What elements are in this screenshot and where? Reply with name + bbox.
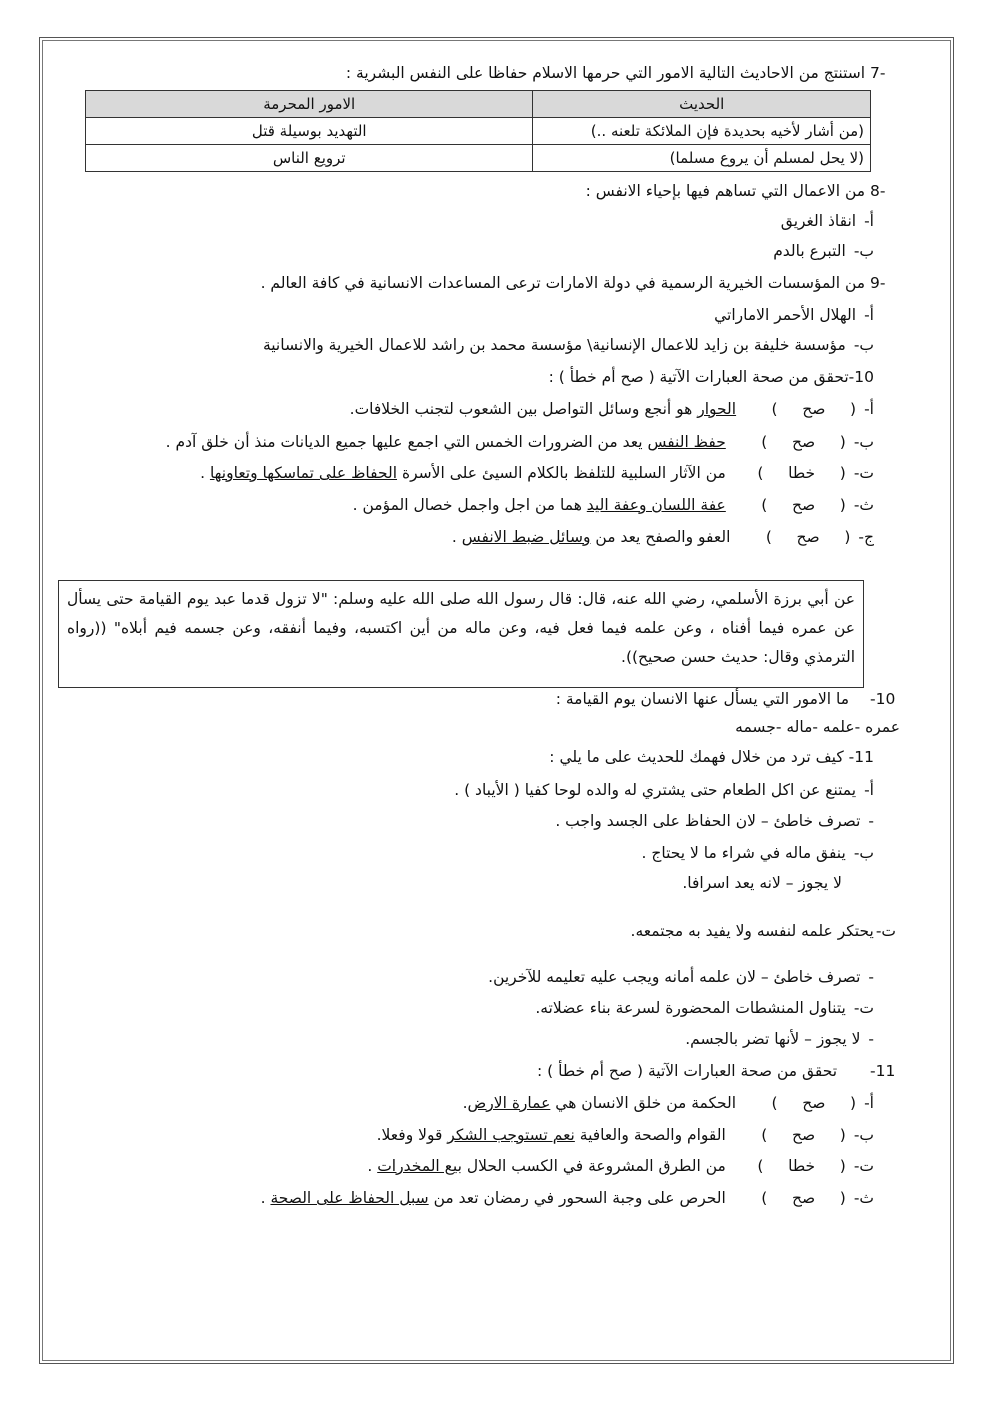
item-text: الهلال الأحمر الاماراتي <box>714 306 857 324</box>
table-row <box>86 118 871 145</box>
list-item <box>781 210 874 232</box>
table-header-hadith: الحديث <box>533 91 871 118</box>
q9-number: -9 <box>870 274 886 292</box>
item-label: أ- <box>864 306 874 324</box>
q11b-question <box>537 1060 900 1082</box>
answer: صح <box>791 433 816 451</box>
q7-table <box>85 90 871 172</box>
item-text: التبرع بالدم <box>773 242 846 260</box>
tf-item: ب-( صح )حفظ النفس يعد من الضرورات الخمس التي اجمع عليها جميع الديانات منذ أن خلق آدم . <box>165 433 874 451</box>
list-item: لا يجوز – لانه يعد اسرافا. <box>682 874 842 892</box>
underlined-term: سبل الحفاظ على الصحة <box>270 1189 429 1207</box>
answer: صح <box>791 1126 816 1144</box>
q11b-number: 11- <box>870 1062 896 1080</box>
answer: خطا <box>788 1157 816 1175</box>
q11a-text: كيف ترد من خلال فهمك للحديث على ما يلي : <box>549 748 844 766</box>
q8-text: من الاعمال التي تساهم فيها بإحياء الانفس : <box>585 182 866 200</box>
list-item <box>263 334 874 356</box>
list-item: ت-يتناول المنشطات المحضورة لسرعة بناء عضلاته. <box>535 999 874 1017</box>
tf-item: أ-( صح )الحكمة من خلق الانسان هي عمارة الارض. <box>462 1094 874 1112</box>
list-item: -تصرف خاطئ – لان الحفاظ على الجسد واجب . <box>555 812 874 830</box>
table-header-forbidden: الامور المحرمة <box>86 91 533 118</box>
table-cell-forbidden: التهديد بوسيلة قتل <box>86 118 533 145</box>
underlined-term: الحوار <box>697 400 737 418</box>
q7-number: -7 <box>870 64 886 82</box>
item-label: أ- <box>864 400 874 418</box>
item-label: ت- <box>853 464 874 482</box>
item-label: ب- <box>853 336 874 354</box>
q10b-question <box>556 688 900 710</box>
tf-item: ث-( صح )عفة اللسان وعفة اليد هما من اجل واجمل خصال المؤمن . <box>352 496 874 514</box>
q10b-number: 10- <box>870 690 896 708</box>
q8-question <box>586 180 900 202</box>
answer: صح <box>791 1189 816 1207</box>
q10a-question <box>549 366 874 388</box>
list-item: ت-يحتكر علمه لنفسه ولا يفيد به مجتمعه. <box>630 922 896 940</box>
q8-number: -8 <box>870 182 886 200</box>
table-cell-hadith: (لا يحل لمسلم أن يروع مسلما) <box>533 145 871 172</box>
item-text: انقاذ الغريق <box>780 212 857 230</box>
underlined-term: وسائل ضبط الانفس <box>461 528 591 546</box>
list-item: أ-يمتنع عن اكل الطعام حتى يشتري له والده لوحا كفيا ( الأيباد ) . <box>454 781 874 799</box>
q11b-text: تحقق من صحة العبارات الآتية ( صح أم خطأ ) : <box>536 1062 838 1080</box>
list-item: -لا يجوز – لأنها تضر بالجسم. <box>685 1030 874 1048</box>
answer: صح <box>791 496 816 514</box>
q11a-number: 11- <box>848 748 874 766</box>
item-text: مؤسسة خليفة بن زايد للاعمال الإنسانية\ مؤسسة محمد بن راشد للاعمال الخيرية والانسانية <box>262 336 846 354</box>
q9-text: من المؤسسات الخيرية الرسمية في دولة الامارات ترعى المساعدات الانسانية في كافة العالم . <box>260 274 866 292</box>
tf-item: ت-( خطا )من الطرق المشروعة في الكسب الحلال بيع المخدرات . <box>367 1157 874 1175</box>
hadith-box: عن أبي برزة الأسلمي، رضي الله عنه، قال: قال رسول الله صلى الله عليه وسلم: "لا تزول قدما عبد يوم القيامة حتى يسأل عن عمره فيما أفناه ، وعن علمه فيما فعل فيه، وعن ماله من أين اكتسبه، وفيما أنفقه، وعن جسمه فيم أبلاه" ((رواه الترمذي وقال: حديث حسن صحيح)). <box>58 580 864 688</box>
table-cell-hadith: (من أشار لأخيه بحديدة فإن الملائكة تلعنه ..) <box>533 118 871 145</box>
item-label: ج- <box>858 528 874 546</box>
q11a-question <box>549 746 874 768</box>
underlined-term: حفظ النفس <box>647 433 726 451</box>
list-item: ب-ينفق ماله في شراء ما لا يحتاج . <box>641 844 874 862</box>
answer: صح <box>802 1094 826 1112</box>
underlined-term: الحفاظ على تماسكها وتعاونها <box>209 464 398 482</box>
q10a-text: تحقق من صحة العبارات الآتية ( صح أم خطأ ) : <box>548 368 849 386</box>
q10a-number: 10- <box>848 368 874 386</box>
answer: خطا <box>788 464 816 482</box>
table-cell-forbidden: ترويع الناس <box>86 145 533 172</box>
tf-item: ث-( صح )الحرص على وجبة السحور في رمضان تعد من سبل الحفاظ على الصحة . <box>260 1189 874 1207</box>
item-label: ب- <box>853 433 874 451</box>
item-label: أ- <box>864 212 874 230</box>
q9-question <box>261 272 900 294</box>
list-item: -تصرف خاطئ – لان علمه أمانه ويجب عليه تعليمه للآخرين. <box>488 968 874 986</box>
q10b-text: ما الامور التي يسأل عنها الانسان يوم القيامة : <box>555 690 850 708</box>
table-header-row <box>86 91 871 118</box>
item-label: ب- <box>853 242 874 260</box>
answer: صح <box>796 528 820 546</box>
q7-question <box>346 62 900 84</box>
list-item <box>773 240 874 262</box>
q10b-answer: عمره -علمه -ماله -جسمه <box>735 718 900 736</box>
q7-text: استنتج من الاحاديث التالية الامور التي حرمها الاسلام حفاظا على النفس البشرية : <box>345 64 866 82</box>
table-row <box>86 145 871 172</box>
tf-item: ج-( صح )العفو والصفح يعد من وسائل ضبط الانفس . <box>451 528 874 546</box>
answer: صح <box>802 400 826 418</box>
underlined-term: عمارة الارض <box>467 1094 551 1112</box>
tf-item: ب-( صح )القوام والصحة والعافية نعم تستوجب الشكر قولا وفعلا. <box>376 1126 874 1144</box>
underlined-term: بيع المخدرات <box>377 1157 462 1175</box>
tf-item: ت-( خطا )من الآثار السلبية للتلفظ بالكلام السيئ على الأسرة الحفاظ على تماسكها وتعاونها . <box>200 464 874 482</box>
item-label: ث- <box>853 496 874 514</box>
tf-item: أ-( صح )الحوار هو أنجع وسائل التواصل بين الشعوب لتجنب الخلافات. <box>349 400 874 418</box>
list-item <box>714 304 874 326</box>
underlined-term: نعم تستوجب الشكر <box>447 1126 575 1144</box>
underlined-term: عفة اللسان وعفة اليد <box>586 496 726 514</box>
